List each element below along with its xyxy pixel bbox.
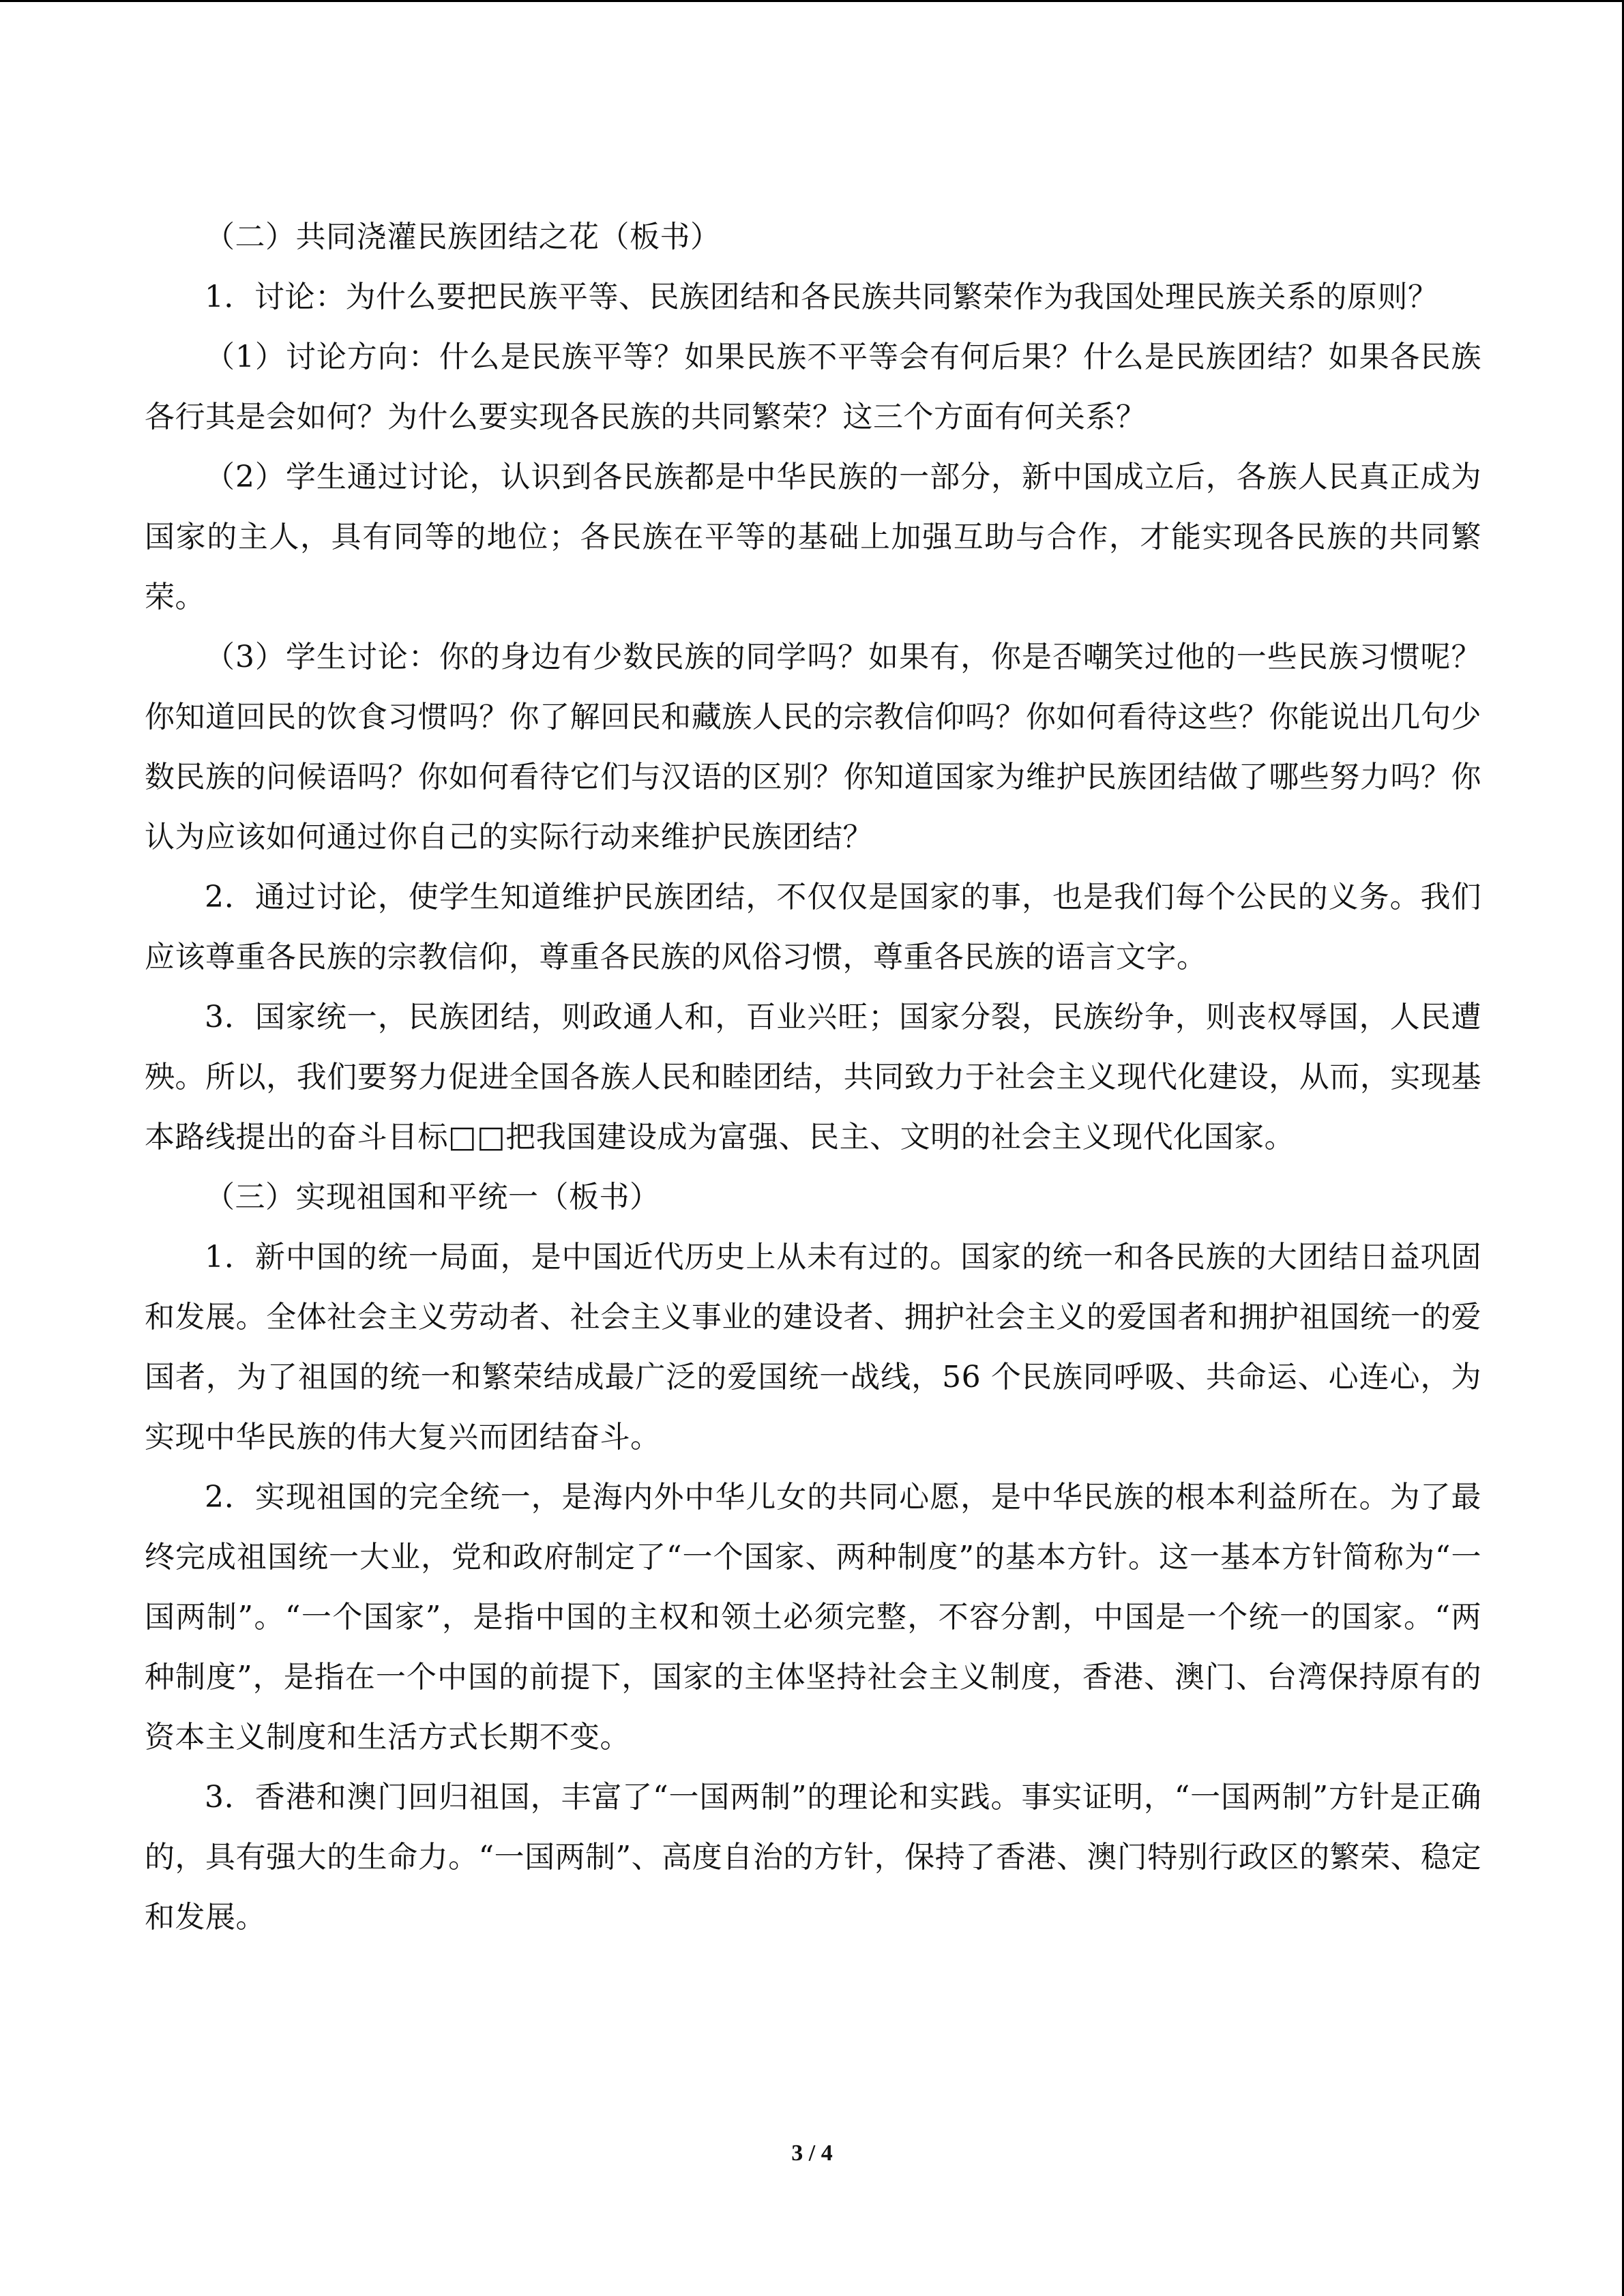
paragraph: 2．通过讨论，使学生知道维护民族团结，不仅仅是国家的事，也是我们每个公民的义务。我们应该尊重各民族的宗教信仰，尊重各民族的风俗习惯，尊重各民族的语言文字。 [145,880,1481,974]
paragraph: （3）学生讨论：你的身边有少数民族的同学吗？如果有，你是否嘲笑过他的一些民族习惯呢？你知道回民的饮食习惯吗？你了解回民和藏族人民的宗教信仰吗？你如何看待这些？你能说出几句少数民族的问候语吗？你如何看待它们与汉语的区别？你知道国家为维护民族团结做了哪些努力吗？你认为应该如何通过你自己的实际行动来维护民族团结？ [145,640,1481,854]
page-number: 3 / 4 [791,2141,833,2166]
document-body [145,207,1481,1948]
paragraph: （2）学生通过讨论，认识到各民族都是中华民族的一部分，新中国成立后，各族人民真正成为国家的主人，具有同等的地位；各民族在平等的基础上加强互助与合作，才能实现各民族的共同繁荣。 [145,460,1481,614]
section-heading: （三）实现祖国和平统一（板书） [205,1180,660,1214]
paragraph: 2．实现祖国的完全统一，是海内外中华儿女的共同心愿，是中华民族的根本利益所在。为了最终完成祖国统一大业，党和政府制定了“一个国家、两种制度”的基本方针。这一基本方针简称为“一国两制”。“一个国家”，是指中国的主权和领土必须完整，不容分割，中国是一个统一的国家。“两种制度”，是指在一个中国的前提下，国家的主体坚持社会主义制度，香港、澳门、台湾保持原有的资本主义制度和生活方式长期不变。 [145,1480,1481,1755]
paragraph: 3．国家统一，民族团结，则政通人和，百业兴旺；国家分裂，民族纷争，则丧权辱国，人民遭殃。所以，我们要努力促进全国各族人民和睦团结，共同致力于社会主义现代化建设，从而，实现基本路线提出的奋斗目标□□把我国建设成为富强、民主、文明的社会主义现代化国家。 [145,1000,1481,1154]
section-heading: （二）共同浇灌民族团结之花（板书） [205,220,721,254]
section-ethnic-unity [145,207,1481,1167]
paragraph: （1）讨论方向：什么是民族平等？如果民族不平等会有何后果？什么是民族团结？如果各民族各行其是会如何？为什么要实现各民族的共同繁荣？这三个方面有何关系？ [145,340,1481,434]
section-reunification [145,1167,1481,1948]
paragraph: 1．新中国的统一局面，是中国近代历史上从未有过的。国家的统一和各民族的大团结日益巩固和发展。全体社会主义劳动者、社会主义事业的建设者、拥护社会主义的爱国者和拥护祖国统一的爱国者，为了祖国的统一和繁荣结成最广泛的爱国统一战线，56 个民族同呼吸、共命运、心连心，为实现中华民族的伟大复兴而团结奋斗。 [145,1240,1481,1455]
page-border-top [0,0,1624,2]
paragraph: 1．讨论：为什么要把民族平等、民族团结和各民族共同繁荣作为我国处理民族关系的原则？ [205,280,1438,314]
paragraph: 3．香港和澳门回归祖国，丰富了“一国两制”的理论和实践。事实证明，“一国两制”方针是正确的，具有强大的生命力。“一国两制”、高度自治的方针，保持了香港、澳门特别行政区的繁荣、稳定和发展。 [145,1780,1481,1935]
